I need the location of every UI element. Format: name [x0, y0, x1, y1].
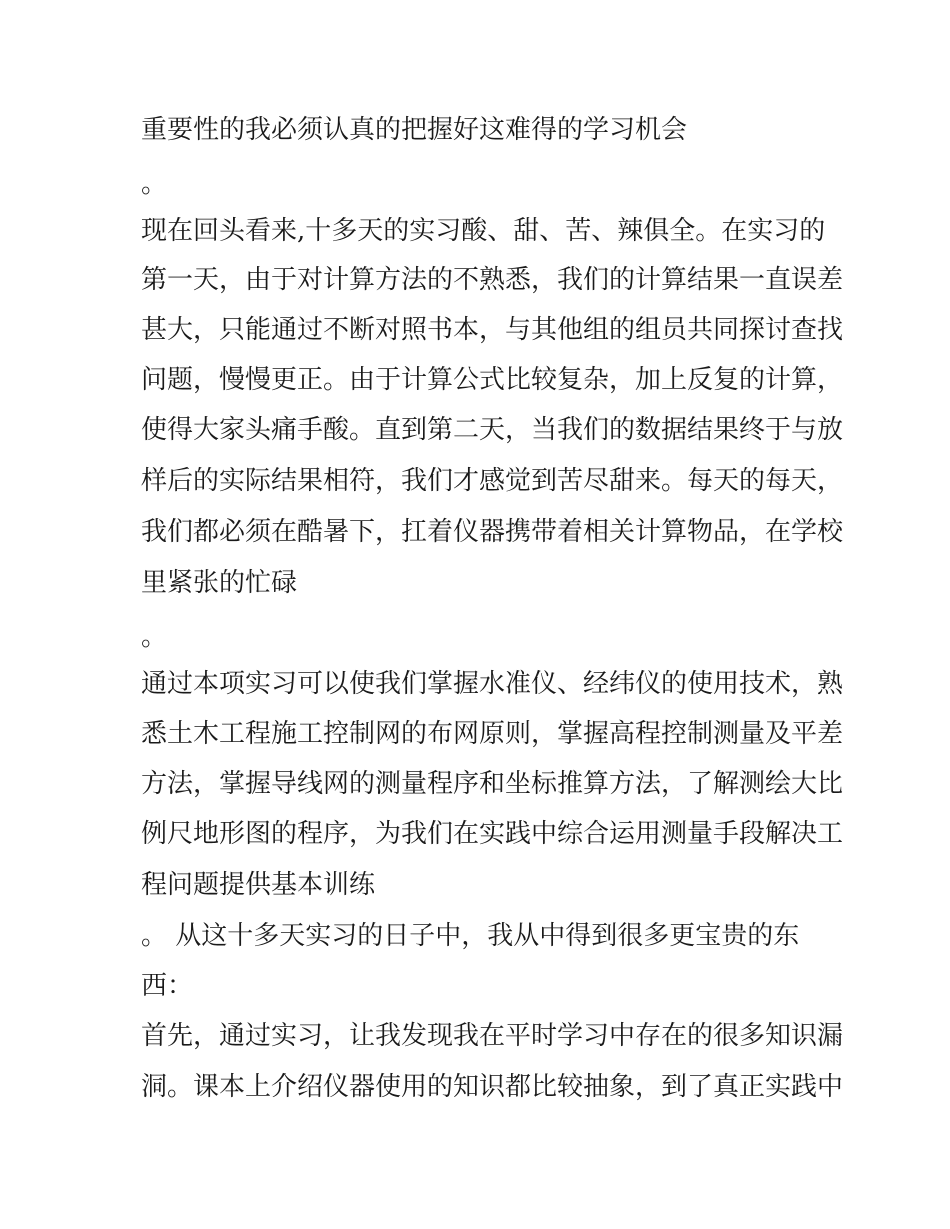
text-line: 程问题提供基本训练: [141, 870, 376, 900]
text-line: 洞。课本上介绍仪器使用的知识都比较抽象，到了真正实践中: [141, 1072, 844, 1102]
text-line: 方法，掌握导线网的测量程序和坐标推算方法，了解测绘大比: [141, 769, 844, 799]
text-line: 使得大家头痛手酸。直到第二天，当我们的数据结果终于与放: [141, 415, 844, 445]
text-line: 第一天，由于对计算方法的不熟悉，我们的计算结果一直误差: [141, 265, 844, 295]
text-line: 。 从这十多天实习的日子中，我从中得到很多更宝贵的东: [141, 921, 800, 951]
text-line: 我们都必须在酷暑下，扛着仪器携带着相关计算物品，在学校: [141, 517, 844, 547]
text-line: 西：: [141, 971, 194, 1001]
text-line: 首先，通过实习，让我发现我在平时学习中存在的很多知识漏: [141, 1021, 844, 1051]
text-line: 。: [141, 169, 168, 199]
text-line: 现在回头看来,十多天的实习酸、甜、苦、辣俱全。在实习的: [141, 216, 826, 246]
text-line: 里紧张的忙碌: [141, 568, 298, 598]
text-line: 。: [141, 622, 168, 652]
text-line: 问题，慢慢更正。由于计算公式比较复杂，加上反复的计算，: [141, 365, 844, 395]
text-line: 例尺地形图的程序，为我们在实践中综合运用测量手段解决工: [141, 819, 844, 849]
text-line: 重要性的我必须认真的把握好这难得的学习机会: [141, 115, 688, 145]
text-line: 悉土木工程施工控制网的布网原则，掌握高程控制测量及平差: [141, 719, 844, 749]
text-line: 甚大，只能通过不断对照书本，与其他组的组员共同探讨查找: [141, 315, 844, 345]
text-line: 通过本项实习可以使我们掌握水准仪、经纬仪的使用技术，熟: [141, 669, 844, 699]
text-line: 样后的实际结果相符，我们才感觉到苦尽甜来。每天的每天，: [141, 466, 844, 496]
